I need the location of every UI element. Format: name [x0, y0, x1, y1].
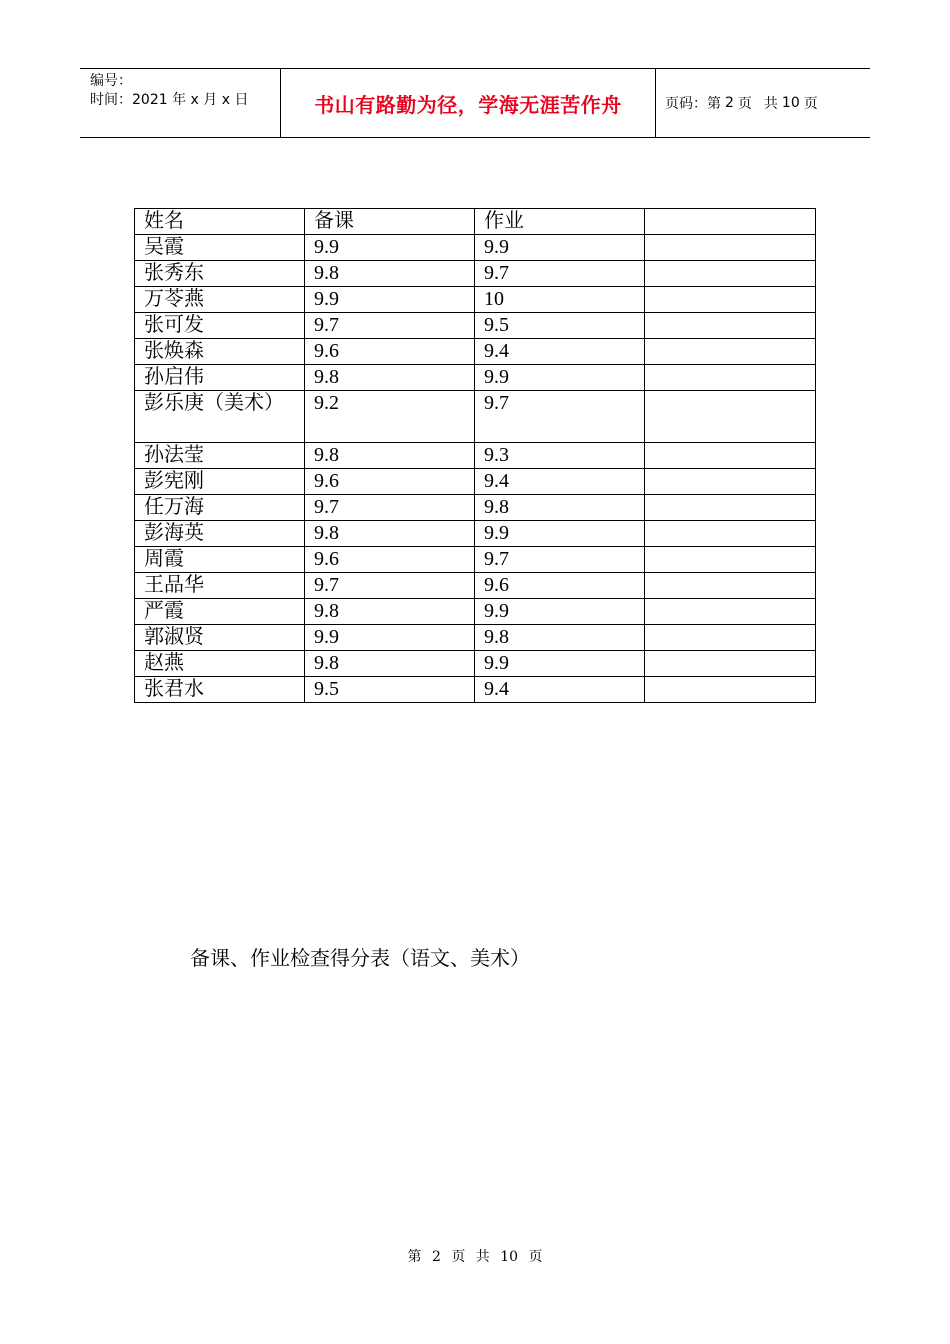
- blank-cell: [645, 547, 816, 573]
- blank-cell: [645, 625, 816, 651]
- table-row: [135, 261, 816, 287]
- name-cell: 孙法莹: [135, 443, 305, 469]
- header-page-indicator: [656, 69, 870, 137]
- score-table: [134, 208, 816, 703]
- table-row: [135, 573, 816, 599]
- header-page-total: 10: [781, 95, 800, 111]
- lesson-prep-score-cell: 9.8: [305, 261, 475, 287]
- header-meta: [80, 69, 280, 137]
- name-cell: 吴霞: [135, 235, 305, 261]
- blank-cell: [645, 677, 816, 703]
- table-row: [135, 547, 816, 573]
- footer-page-total: 10: [500, 1249, 519, 1265]
- table-row: [135, 677, 816, 703]
- lesson-prep-score-cell: 9.9: [305, 287, 475, 313]
- footer-page-current: 2: [431, 1249, 441, 1265]
- blank-cell: [645, 443, 816, 469]
- lesson-prep-score-cell: 9.8: [305, 599, 475, 625]
- document-header: [80, 68, 870, 138]
- blank-cell: [645, 261, 816, 287]
- score-table-body: [135, 209, 816, 703]
- homework-score-cell: 9.7: [475, 391, 645, 443]
- header-page-prefix: 页码：第: [665, 96, 721, 112]
- table-row: [135, 599, 816, 625]
- table-row: [135, 313, 816, 339]
- homework-score-cell: 9.7: [475, 261, 645, 287]
- name-cell: 彭海英: [135, 521, 305, 547]
- blank-cell: [645, 313, 816, 339]
- footer-page-unit: 页: [451, 1249, 466, 1265]
- footer-total-unit: 页: [528, 1249, 543, 1265]
- homework-score-cell: 9.4: [475, 339, 645, 365]
- name-cell: 赵燕: [135, 651, 305, 677]
- lesson-prep-score-cell: 9.6: [305, 547, 475, 573]
- document-time-label: 时间：2021 年 x 月 x 日: [90, 92, 249, 108]
- lesson-prep-score-cell: 9.8: [305, 651, 475, 677]
- blank-cell: [645, 339, 816, 365]
- table-row: [135, 469, 816, 495]
- homework-score-cell: 9.3: [475, 443, 645, 469]
- table-row: [135, 365, 816, 391]
- homework-score-cell: 9.4: [475, 469, 645, 495]
- table-row: [135, 625, 816, 651]
- homework-score-cell: 9.6: [475, 573, 645, 599]
- name-cell: 张焕森: [135, 339, 305, 365]
- header-page-total-unit: 页: [803, 96, 818, 112]
- table-row: [135, 287, 816, 313]
- name-cell: 彭宪刚: [135, 469, 305, 495]
- column-header-blank: [645, 209, 816, 235]
- homework-score-cell: 9.9: [475, 365, 645, 391]
- column-header-homework: 作业: [475, 209, 645, 235]
- header-page-current: 2: [725, 95, 734, 111]
- footer-total-prefix: 共: [475, 1249, 490, 1265]
- homework-score-cell: 9.8: [475, 495, 645, 521]
- table-row: [135, 235, 816, 261]
- header-page-unit: 页: [737, 96, 752, 112]
- name-cell: 张可发: [135, 313, 305, 339]
- homework-score-cell: 9.9: [475, 235, 645, 261]
- homework-score-cell: 9.8: [475, 625, 645, 651]
- homework-score-cell: 9.5: [475, 313, 645, 339]
- lesson-prep-score-cell: 9.7: [305, 495, 475, 521]
- table-row: [135, 339, 816, 365]
- lesson-prep-score-cell: 9.8: [305, 443, 475, 469]
- lesson-prep-score-cell: 9.6: [305, 339, 475, 365]
- homework-score-cell: 9.7: [475, 547, 645, 573]
- lesson-prep-score-cell: 9.7: [305, 573, 475, 599]
- blank-cell: [645, 469, 816, 495]
- name-cell: 王品华: [135, 573, 305, 599]
- homework-score-cell: 9.9: [475, 521, 645, 547]
- blank-cell: [645, 573, 816, 599]
- lesson-prep-score-cell: 9.8: [305, 365, 475, 391]
- blank-cell: [645, 521, 816, 547]
- homework-score-cell: 9.9: [475, 599, 645, 625]
- homework-score-cell: 10: [475, 287, 645, 313]
- blank-cell: [645, 365, 816, 391]
- blank-cell: [645, 287, 816, 313]
- blank-cell: [645, 599, 816, 625]
- lesson-prep-score-cell: 9.9: [305, 625, 475, 651]
- blank-cell: [645, 495, 816, 521]
- header-motto: 书山有路勤为径，学海无涯苦作舟: [280, 69, 656, 137]
- blank-cell: [645, 651, 816, 677]
- header-page-total-prefix: 共: [763, 96, 778, 112]
- name-cell: 万苓燕: [135, 287, 305, 313]
- lesson-prep-score-cell: 9.9: [305, 235, 475, 261]
- lesson-prep-score-cell: 9.7: [305, 313, 475, 339]
- name-cell: 任万海: [135, 495, 305, 521]
- lesson-prep-score-cell: 9.8: [305, 521, 475, 547]
- lesson-prep-score-cell: 9.2: [305, 391, 475, 443]
- table-caption: 备课、作业检查得分表（语文、美术）: [190, 946, 530, 970]
- lesson-prep-score-cell: 9.5: [305, 677, 475, 703]
- name-cell: 孙启伟: [135, 365, 305, 391]
- footer-page-first: 第: [407, 1249, 422, 1265]
- lesson-prep-score-cell: 9.6: [305, 469, 475, 495]
- homework-score-cell: 9.4: [475, 677, 645, 703]
- column-header-name: 姓名: [135, 209, 305, 235]
- table-row: [135, 391, 816, 443]
- table-row: [135, 495, 816, 521]
- homework-score-cell: 9.9: [475, 651, 645, 677]
- page-footer: [0, 1246, 950, 1266]
- name-cell: 郭淑贤: [135, 625, 305, 651]
- blank-cell: [645, 235, 816, 261]
- blank-cell: [645, 391, 816, 443]
- table-row: [135, 443, 816, 469]
- name-cell: 张秀东: [135, 261, 305, 287]
- document-number-label: 编号：: [90, 73, 132, 89]
- name-cell: 严霞: [135, 599, 305, 625]
- column-header-lesson-prep: 备课: [305, 209, 475, 235]
- name-cell: 彭乐庚（美术）: [135, 391, 305, 443]
- name-cell: 周霞: [135, 547, 305, 573]
- table-row: [135, 521, 816, 547]
- table-header-row: [135, 209, 816, 235]
- table-row: [135, 651, 816, 677]
- name-cell: 张君水: [135, 677, 305, 703]
